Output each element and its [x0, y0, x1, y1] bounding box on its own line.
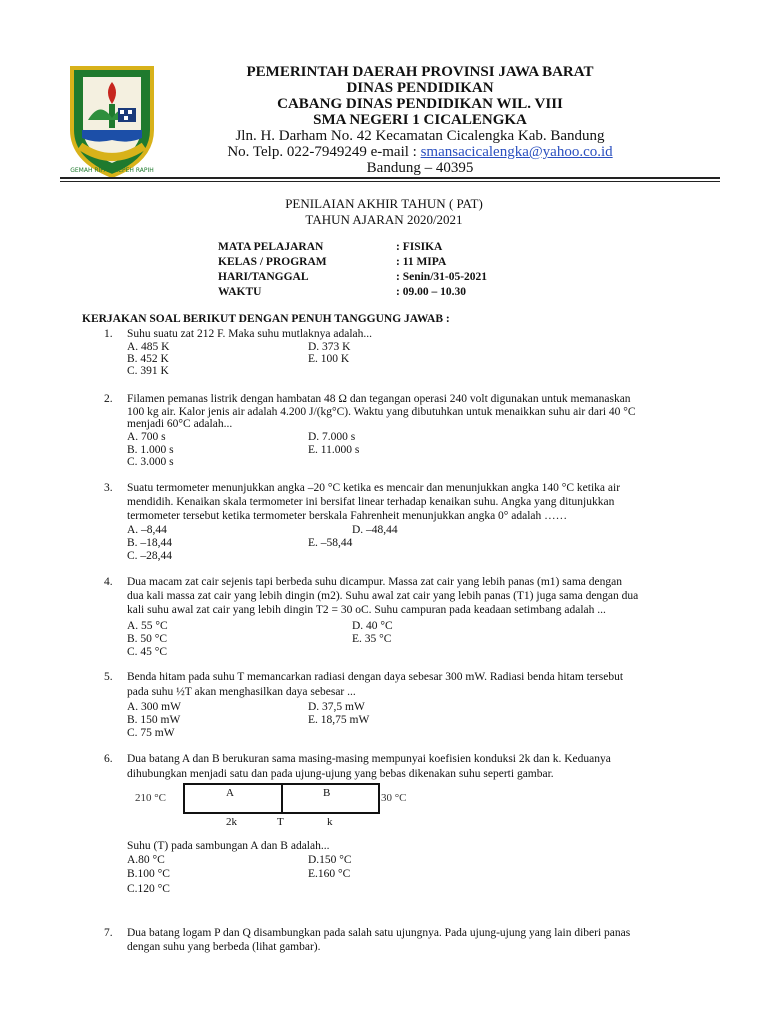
- header-government: PEMERINTAH DAERAH PROVINSI JAWA BARAT: [246, 64, 594, 80]
- option-b: B. –18,44: [127, 537, 173, 549]
- question-number: 5.: [104, 671, 113, 683]
- question-5-line-2: pada suhu ½T akan menghasilkan daya sebesar ...: [127, 686, 356, 698]
- option-d: D. 7.000 s: [308, 431, 356, 443]
- question-5-line-1: Benda hitam pada suhu T memancarkan radiasi dengan daya sebesar 300 mW. Radiasi benda hitam tersebut: [127, 671, 624, 683]
- question-4-line-2: dua kali massa zat cair yang lebih dingin (m2). Suhu awal zat cair yang lebih panas (T1) juga sama dengan dua: [127, 590, 639, 602]
- header-contact: [36, 144, 768, 160]
- diagram-left-temperature: 210 °C: [135, 792, 166, 804]
- header-agency: DINAS PENDIDIKAN: [346, 80, 494, 96]
- option-b: B. 1.000 s: [127, 444, 174, 456]
- option-d: D. –48,44: [352, 524, 398, 536]
- option-b: B. 452 K: [127, 353, 169, 365]
- info-label-subject: MATA PELAJARAN: [218, 241, 324, 253]
- question-number: 2.: [104, 393, 113, 405]
- rod-junction-line: [281, 783, 283, 814]
- info-value-class: : 11 MIPA: [396, 256, 447, 268]
- option-b: B.100 °C: [127, 868, 170, 880]
- letterhead-divider: [60, 177, 720, 179]
- option-d: D. 373 K: [308, 341, 351, 353]
- header-address: Jln. H. Darham No. 42 Kecamatan Cicalengka Kab. Bandung: [235, 128, 605, 144]
- option-e: E. –58,44: [308, 537, 353, 549]
- rod-a-label: A: [226, 787, 234, 799]
- header-branch: CABANG DINAS PENDIDIKAN WIL. VIII: [277, 96, 563, 112]
- info-value-subject: : FISIKA: [396, 241, 443, 253]
- option-d: D. 40 °C: [352, 620, 393, 632]
- question-6-line-2: dihubungkan menjadi satu dan pada ujung-ujung yang bebas dikenakan suhu seperti gambar.: [127, 768, 554, 780]
- info-label-time: WAKTU: [218, 286, 262, 298]
- question-2-line-2: 100 kg air. Kalor jenis air adalah 4.200 J/(kg°C). Waktu yang dibutuhkan untuk menaikkan suhu air dari 40 °C: [127, 406, 636, 418]
- option-a: A. –8,44: [127, 524, 167, 536]
- question-2-line-3: menjadi 60°C adalah...: [127, 418, 233, 430]
- question-3-line-2: mendidih. Kenaikan skala termometer ini bersifat linear terhadap kenaikan suhu. Angka yang ditunjukkan: [127, 496, 615, 508]
- exam-year: TAHUN AJARAN 2020/2021: [305, 212, 463, 227]
- header-phone: No. Telp. 022-7949249 e-mail :: [227, 144, 421, 160]
- option-b: B. 150 mW: [127, 714, 181, 726]
- info-value-date: : Senin/31-05-2021: [396, 271, 488, 283]
- exam-title: PENILAIAN AKHIR TAHUN ( PAT): [285, 196, 483, 211]
- option-d: D.150 °C: [308, 854, 352, 866]
- junction-temperature-label: T: [277, 816, 284, 828]
- question-number: 3.: [104, 482, 113, 494]
- option-a: A.80 °C: [127, 854, 165, 866]
- info-value-time: : 09.00 – 10.30: [396, 286, 466, 298]
- option-c: C. 3.000 s: [127, 456, 174, 468]
- diagram-right-temperature: 30 °C: [381, 792, 407, 804]
- question-number: 1.: [104, 328, 113, 340]
- info-label-class: KELAS / PROGRAM: [218, 256, 327, 268]
- option-e: E. 18,75 mW: [308, 714, 370, 726]
- option-a: A. 485 K: [127, 341, 170, 353]
- question-7-line-1: Dua batang logam P dan Q disambungkan pada salah satu ujungnya. Pada ujung-ujung yang lain diberi panas: [127, 927, 631, 939]
- logo-motto: GEMAH RIPAH REPEH RAPIH: [70, 167, 154, 174]
- question-7-line-2: dengan suhu yang berbeda (lihat gambar).: [127, 941, 321, 953]
- question-number: 6.: [104, 753, 113, 765]
- question-3-line-3: termometer tersebut ketika termometer berskala Fahrenheit menunjukkan angka 0° adalah ……: [127, 510, 568, 522]
- question-2-line-1: Filamen pemanas listrik dengan hambatan 48 Ω dan tegangan operasi 240 volt digunakan untuk memanaskan: [127, 393, 631, 405]
- option-a: A. 300 mW: [127, 701, 181, 713]
- rod-b-conductivity: k: [327, 816, 333, 828]
- option-e: E. 100 K: [308, 353, 350, 365]
- option-e: E. 35 °C: [352, 633, 392, 645]
- rod-b-label: B: [323, 787, 331, 799]
- instruction: KERJAKAN SOAL BERIKUT DENGAN PENUH TANGGUNG JAWAB :: [82, 313, 450, 325]
- question-number: 7.: [104, 927, 113, 939]
- header-city: Bandung – 40395: [366, 160, 474, 176]
- option-d: D. 37,5 mW: [308, 701, 365, 713]
- option-c: C. 75 mW: [127, 727, 175, 739]
- option-c: C. 391 K: [127, 365, 169, 377]
- option-b: B. 50 °C: [127, 633, 168, 645]
- option-c: C.120 °C: [127, 883, 170, 895]
- info-label-date: HARI/TANGGAL: [218, 271, 309, 283]
- option-a: A. 55 °C: [127, 620, 168, 632]
- option-e: E.160 °C: [308, 868, 351, 880]
- rod-a-conductivity: 2k: [226, 816, 237, 828]
- question-4-line-1: Dua macam zat cair sejenis tapi berbeda suhu dicampur. Massa zat cair yang lebih panas (m1) sama dengan: [127, 576, 622, 588]
- question-number: 4.: [104, 576, 113, 588]
- letterhead-divider-thin: [60, 181, 720, 182]
- email-link[interactable]: smansacicalengka@yahoo.co.id: [420, 144, 613, 160]
- question-1-text: Suhu suatu zat 212 F. Maka suhu mutlaknya adalah...: [127, 328, 373, 340]
- question-6-line-1: Dua batang A dan B berukuran sama masing-masing mempunyai koefisien konduksi 2k dan k. Keduanya: [127, 753, 611, 765]
- question-3-line-1: Suatu termometer menunjukkan angka –20 °C ketika es mencair dan menunjukkan angka 140 °C ketika air: [127, 482, 621, 494]
- question-6-stem: Suhu (T) pada sambungan A dan B adalah...: [127, 840, 330, 852]
- question-4-line-3: kali suhu awal zat cair yang lebih dingin T2 = 30 oC. Suhu campuran pada keadaan setimbang adalah ...: [127, 604, 606, 616]
- option-c: C. 45 °C: [127, 646, 168, 658]
- option-c: C. –28,44: [127, 550, 173, 562]
- option-a: A. 700 s: [127, 431, 166, 443]
- option-e: E. 11.000 s: [308, 444, 360, 456]
- header-school: SMA NEGERI 1 CICALENGKA: [313, 112, 527, 128]
